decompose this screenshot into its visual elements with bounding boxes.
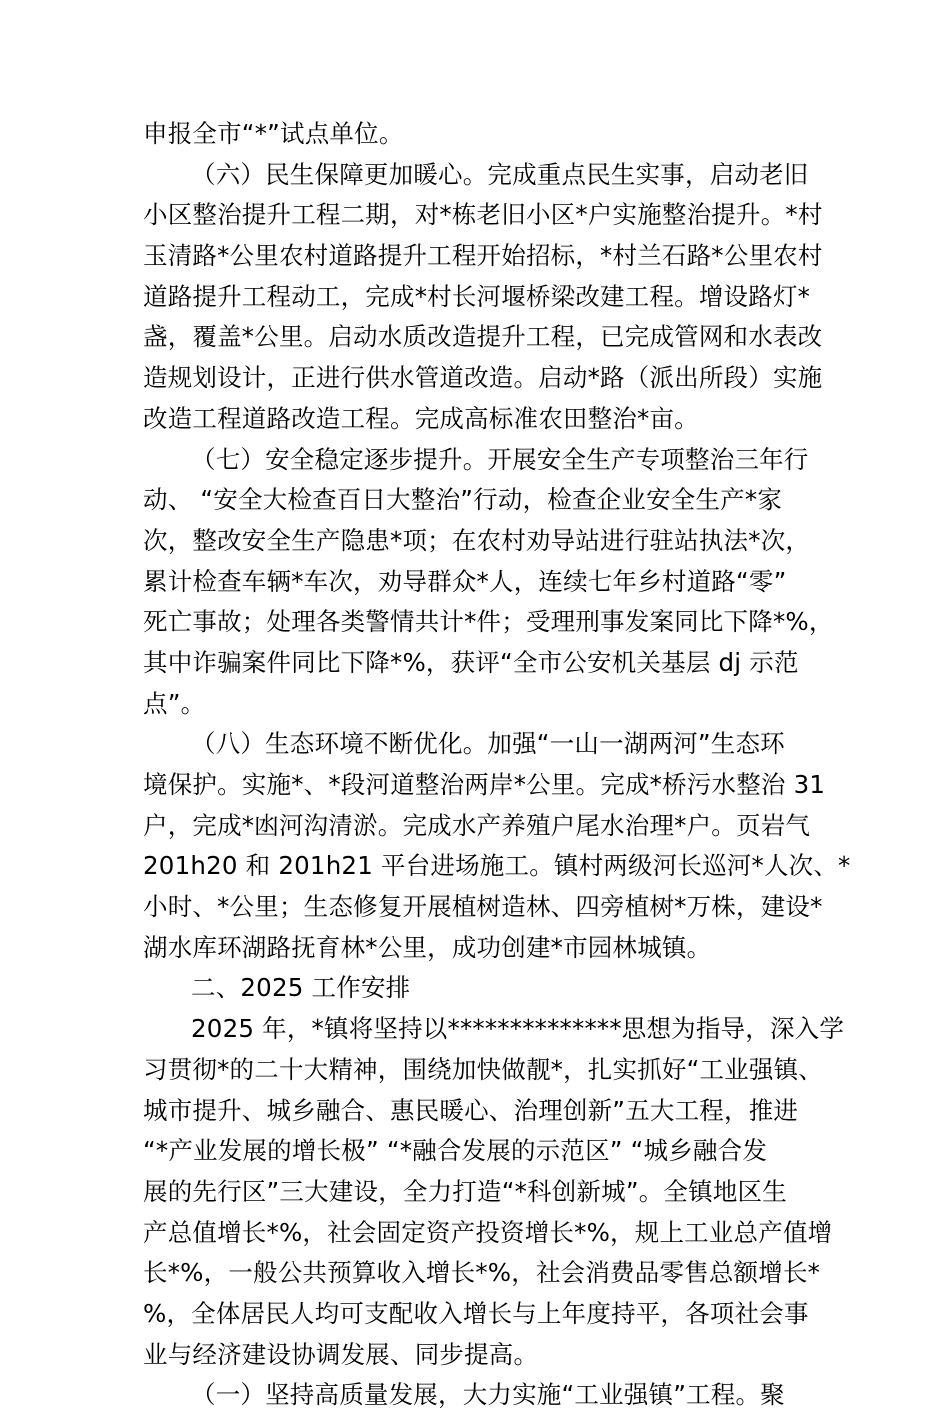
text-line: 死亡事故；处理各类警情共计*件；受理刑事发案同比下降*%， [143, 607, 834, 637]
text-line: 累计检查车辆*车次，劝导群众*人，连续七年乡村道路“零” [143, 566, 787, 596]
text-line: 点”。 [143, 688, 206, 718]
text-line: 长*%，一般公共预算收入增长*%，社会消费品零售总额增长* [143, 1258, 821, 1288]
document-body [143, 114, 851, 1416]
text-line: 境保护。实施*、*段河道整治两岸*公里。完成*桥污水整治 31 [143, 770, 826, 799]
text-line: 业与经济建设协调发展、同步提高。 [143, 1339, 539, 1369]
text-line: 申报全市“*”试点单位。 [143, 119, 404, 148]
text-line: 小区整治提升工程二期，对*栋老旧小区*户实施整治提升。*村 [143, 200, 823, 230]
text-line: 玉清路*公里农村道路提升工程开始招标，*村兰石路*公里农村 [143, 241, 823, 271]
text-line: （六）民生保障更加暖心。完成重点民生实事，启动老旧 [191, 159, 809, 189]
text-line: 展的先行区”三大建设，全力打造“*科创新城”。全镇地区生 [143, 1176, 787, 1206]
text-line: （七）安全稳定逐步提升。开展安全生产专项整治三年行 [191, 444, 809, 474]
text-line: 湖水库环湖路抚育林*公里，成功创建*市园林城镇。 [143, 932, 712, 962]
text-line: 道路提升工程动工，完成*村长河堰桥梁改建工程。增设路灯* [143, 281, 811, 311]
text-line: 造规划设计，正进行供水管道改造。启动*路（派出所段）实施 [143, 363, 823, 393]
text-line: 小时、*公里；生态修复开展植树造林、四旁植树*万株，建设* [143, 892, 823, 922]
text-line: 其中诈骗案件同比下降*%，获评“全市公安机关基层 dj 示范 [143, 647, 799, 677]
text-line: 盏，覆盖*公里。启动水质改造提升工程，已完成管网和水表改 [143, 322, 823, 352]
text-line: 次，整改安全生产隐患*项；在农村劝导站进行驻站执法*次， [143, 525, 811, 555]
text-line: 201h20 和 201h21 平台进场施工。镇村两级河长巡河*人次、* [143, 851, 851, 881]
text-line: 户，完成*凼河沟清淤。完成水产养殖户尾水治理*户。页岩气 [143, 810, 811, 840]
text-line: 动、 “安全大检查百日大整治”行动，检查企业安全生产*家 [143, 485, 783, 515]
text-line: 产总值增长*%，社会固定资产投资增长*%，规上工业总产值增 [143, 1217, 833, 1247]
text-line: 改造工程道路改造工程。完成高标准农田整治*亩。 [143, 403, 699, 433]
text-line: %，全体居民人均可支配收入增长与上年度持平，各项社会事 [143, 1298, 809, 1328]
text-line: 习贯彻*的二十大精神，围绕加快做靓*，扎实抓好“工业强镇、 [143, 1054, 823, 1084]
text-line: 城市提升、城乡融合、惠民暖心、治理创新”五大工程，推进 [143, 1095, 799, 1125]
text-line: 2025 年，*镇将坚持以**************思想为指导，深入学 [191, 1014, 845, 1044]
text-line: （八）生态环境不断优化。加强“一山一湖两河”生态环 [191, 729, 785, 759]
text-line: “*产业发展的增长极” “*融合发展的示范区” “城乡融合发 [143, 1136, 768, 1166]
text-line: （一）坚持高质量发展，大力实施“工业强镇”工程。聚 [191, 1380, 785, 1410]
text-line: 二、2025 工作安排 [191, 973, 411, 1003]
